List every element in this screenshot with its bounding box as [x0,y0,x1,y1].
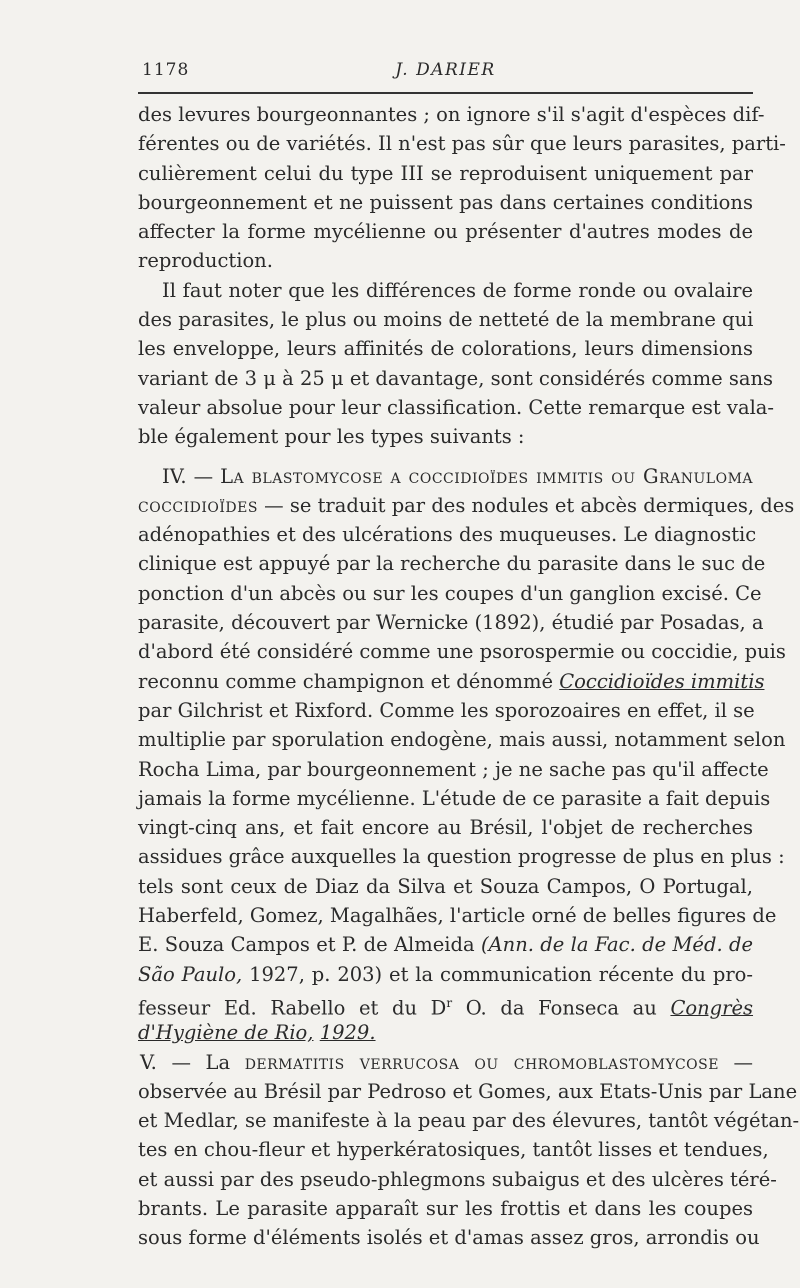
text-line: coccidioïdes — se traduit par des nodules et abcès dermiques, des [138,493,795,517]
text-line: des parasites, le plus ou moins de netteté de la membrane qui [138,308,754,332]
text-line: férentes ou de variétés. Il n'est pas sûr que leurs parasites, parti- [138,132,786,156]
text-line: Haberfeld, Gomez, Magalhães, l'article orné de belles figures de [138,904,777,928]
text-line: vingt-cinq ans, et fait encore au Brésil, l'objet de recherches [138,816,753,840]
text-line: jamais la forme mycélienne. L'étude de ce parasite a fait depuis [138,786,771,810]
text-line: Il faut noter que les différences de forme ronde ou ovalaire [162,278,753,302]
text-line: ble également pour les types suivants : [138,425,525,449]
text-line: et Medlar, se manifeste à la peau par des élevures, tantôt végétan- [138,1109,800,1133]
text-line: São Paulo, 1927, p. 203) et la communication récente du pro- [138,962,753,986]
section-v-heading: V. — La dermatitis verrucosa ou chromoblastomycose — [140,1050,754,1074]
text-line: multiplie par sporulation endogène, mais aussi, notamment selon [138,728,786,752]
text-line: clinique est appuyé par la recherche du parasite dans le suc de [138,552,766,576]
citation: (Ann. de la Fac. de Méd. de [480,933,753,957]
text-line: assidues grâce auxquelles la question progresse de plus en plus : [138,845,785,869]
text-line: d'Hygiène de Rio, 1929. [138,1021,376,1045]
text-line: valeur absolue pour leur classification. Cette remarque est vala- [138,395,775,419]
text-line: reproduction. [138,249,273,273]
body-text [138,100,800,1253]
species-name: Coccidioïdes immitis [559,669,765,693]
text-line: adénopathies et des ulcérations des muqueuses. Le diagnostic [138,523,757,547]
text-line: reconnu comme champignon et dénommé Coccidioïdes immitis [138,669,765,693]
congress-name: Congrès [670,996,754,1020]
text-line: brants. Le parasite apparaît sur les frottis et dans les coupes [138,1196,753,1220]
text-line: des levures bourgeonnantes ; on ignore s'il s'agit d'espèces dif- [138,103,765,126]
text-line: par Gilchrist et Rixford. Comme les sporozoaires en effet, il se [138,698,755,722]
running-head: J. DARIER [395,60,496,80]
text-line: culièrement celui du type III se reproduisent uniquement par [138,161,753,185]
text-line: E. Souza Campos et P. de Almeida (Ann. de la Fac. de Méd. de [138,933,753,957]
text-line: sous forme d'éléments isolés et d'amas assez gros, arrondis ou [138,1226,760,1250]
header-rule [138,92,753,94]
text-line: et aussi par des pseudo-phlegmons subaigus et des ulcères téré- [138,1167,777,1191]
text-line: observée au Brésil par Pedroso et Gomes, aux Etats-Unis par Lane [138,1079,798,1103]
text-line: ponction d'un abcès ou sur les coupes d'un ganglion excisé. Ce [138,581,762,605]
text-line: tes en chou-fleur et hyperkératosiques, tantôt lisses et tendues, [138,1138,769,1162]
text-line: Rocha Lima, par bourgeonnement ; je ne sache pas qu'il affecte [138,757,769,781]
text-line: affecter la forme mycélienne ou présenter d'autres modes de [138,220,753,244]
text-line: bourgeonnement et ne puissent pas dans certaines conditions [138,190,753,214]
text-line: tels sont ceux de Diaz da Silva et Souza Campos, O Portugal, [138,874,753,898]
text-line: d'abord été considéré comme une psorospermie ou coccidie, puis [138,640,786,664]
text-line: fesseur Ed. Rabello et du $D^r$ O. da Fonseca au Congrès [138,995,754,1020]
text-line: parasite, découvert par Wernicke (1892), étudié par Posadas, a [138,611,764,635]
page-header [138,58,753,88]
page-number: 1178 [142,60,190,80]
text-line: les enveloppe, leurs affinités de colorations, leurs dimensions [138,337,753,361]
section-iv-heading: IV. — La blastomycose a coccidioïdes immitis ou Granuloma [162,464,754,488]
text-line: variant de 3 μ à 25 μ et davantage, sont considérés comme sans [138,366,774,390]
